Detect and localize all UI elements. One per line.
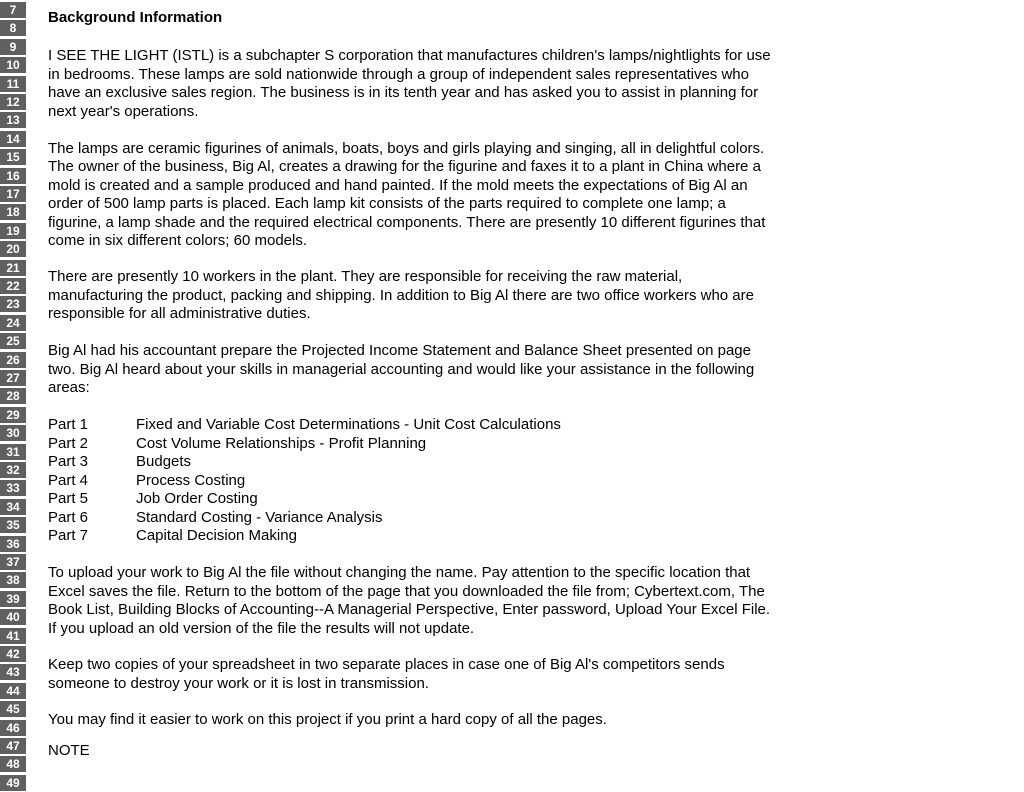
row-header[interactable]: 19	[0, 223, 26, 240]
part-title: Cost Volume Relationships - Profit Planning	[136, 434, 427, 452]
row-header[interactable]: 31	[0, 444, 26, 461]
row-header[interactable]: 41	[0, 628, 26, 645]
row-header[interactable]: 12	[0, 94, 26, 111]
paragraph-line: next year's operations.	[48, 102, 199, 120]
row-header[interactable]: 17	[0, 186, 26, 203]
paragraph-line: You may find it easier to work on this project if you print a hard copy of all the pages.	[48, 711, 607, 728]
paragraph-line: Big Al had his accountant prepare the Projected Income Statement and Balance Sheet presented on page	[48, 342, 751, 359]
paragraph-line: areas:	[48, 379, 90, 396]
part-label: Part 6	[48, 508, 89, 526]
row-header[interactable]: 34	[0, 499, 26, 516]
paragraph-line: The lamps are ceramic figurines of animals, boats, boys and girls playing and singing, all in delightful colors.	[48, 139, 765, 157]
row-header[interactable]: 20	[0, 241, 26, 258]
row-header[interactable]: 7	[0, 2, 26, 19]
part-title: Capital Decision Making	[136, 527, 297, 544]
paragraph-line: order of 500 lamp parts is placed. Each lamp kit consists of the parts required to complete one lamp; a	[48, 195, 726, 212]
paragraph-line: I SEE THE LIGHT (ISTL) is a subchapter S corporation that manufactures children's lamps/nightlights for use	[48, 47, 771, 64]
paragraph-line: figurine, a lamp shade and the required electrical components. There are presently 10 different figurines that	[48, 213, 766, 231]
part-title: Budgets	[136, 453, 192, 470]
row-header[interactable]: 18	[0, 204, 26, 221]
part-label: Part 4	[48, 471, 89, 489]
row-header[interactable]: 26	[0, 352, 26, 369]
section-heading: Background Information	[48, 9, 223, 26]
row-header[interactable]: 8	[0, 20, 26, 37]
row-headers	[0, 0, 27, 790]
part-label: Part 7	[48, 527, 89, 544]
paragraph-line: two. Big Al heard about your skills in managerial accounting and would like your assistance in the following	[48, 360, 755, 378]
row-header[interactable]: 47	[0, 738, 26, 755]
paragraph-line: Keep two copies of your spreadsheet in two separate places in case one of Big Al's competitors sends	[48, 656, 725, 673]
row-header[interactable]: 40	[0, 609, 26, 626]
row-header[interactable]: 29	[0, 407, 26, 424]
paragraph-line: in bedrooms. These lamps are sold nationwide through a group of independent sales representatives who	[48, 65, 749, 83]
paragraph-line: Excel saves the file. Return to the bottom of the page that you downloaded the file from; Cybertext.com, The	[48, 582, 765, 600]
row-header[interactable]: 21	[0, 260, 26, 277]
paragraph-line: To upload your work to Big Al the file without changing the name. Pay attention to the specific location that	[48, 564, 751, 581]
row-header[interactable]: 49	[0, 775, 26, 792]
part-label: Part 1	[48, 416, 89, 433]
paragraph-line: responsible for all administrative duties.	[48, 305, 311, 322]
part-label: Part 3	[48, 453, 89, 470]
row-header[interactable]: 23	[0, 296, 26, 313]
row-header[interactable]: 24	[0, 315, 26, 332]
row-header[interactable]: 11	[0, 76, 26, 93]
part-title: Job Order Costing	[136, 490, 258, 507]
paragraph-line: manufacturing the product, packing and shipping. In addition to Big Al there are two office workers who are	[48, 286, 754, 304]
row-header[interactable]: 38	[0, 572, 26, 589]
row-header[interactable]: 39	[0, 591, 26, 608]
paragraph-line: Book List, Building Blocks of Accounting--A Managerial Perspective, Enter password, Upload Your Excel File.	[48, 601, 771, 618]
worksheet-content[interactable]	[48, 0, 1024, 759]
part-title: Process Costing	[136, 471, 246, 489]
part-title: Standard Costing - Variance Analysis	[136, 508, 383, 526]
row-header[interactable]: 36	[0, 536, 26, 553]
row-header[interactable]: 33	[0, 480, 26, 497]
row-header[interactable]: 43	[0, 664, 26, 681]
cutoff-note-text: NOTE	[48, 742, 90, 759]
row-header[interactable]: 30	[0, 425, 26, 442]
row-header[interactable]: 44	[0, 683, 26, 700]
row-header[interactable]: 25	[0, 333, 26, 350]
paragraph-line: If you upload an old version of the file the results will not update.	[48, 619, 475, 637]
paragraph-line: come in six different colors; 60 models.	[48, 232, 308, 249]
row-header[interactable]: 37	[0, 554, 26, 571]
part-label: Part 5	[48, 490, 89, 507]
paragraph-line: someone to destroy your work or it is lost in transmission.	[48, 674, 429, 692]
part-title: Fixed and Variable Cost Determinations - Unit Cost Calculations	[136, 416, 561, 433]
row-header[interactable]: 28	[0, 388, 26, 405]
row-header[interactable]: 27	[0, 370, 26, 387]
row-header[interactable]: 42	[0, 646, 26, 663]
row-header[interactable]: 48	[0, 756, 26, 773]
row-header[interactable]: 15	[0, 149, 26, 166]
paragraph-line: have an exclusive sales region. The business is in its tenth year and has asked you to assist in planning for	[48, 84, 759, 101]
paragraph-line: There are presently 10 workers in the plant. They are responsible for receiving the raw material,	[48, 268, 683, 285]
part-label: Part 2	[48, 434, 89, 452]
row-header[interactable]: 9	[0, 39, 26, 56]
row-header[interactable]: 32	[0, 462, 26, 479]
row-header[interactable]: 13	[0, 112, 26, 129]
paragraph-line: The owner of the business, Big Al, creates a drawing for the figurine and faxes it to a plant in China where a	[48, 158, 761, 175]
row-header[interactable]: 46	[0, 720, 26, 737]
row-header[interactable]: 22	[0, 278, 26, 295]
row-header[interactable]: 45	[0, 701, 26, 718]
row-header[interactable]: 10	[0, 57, 26, 74]
row-header[interactable]: 35	[0, 517, 26, 534]
row-header[interactable]: 16	[0, 168, 26, 185]
paragraph-line: mold is created and a sample produced and hand painted. If the mold meets the expectations of Big Al an	[48, 176, 748, 194]
row-header[interactable]: 14	[0, 131, 26, 148]
